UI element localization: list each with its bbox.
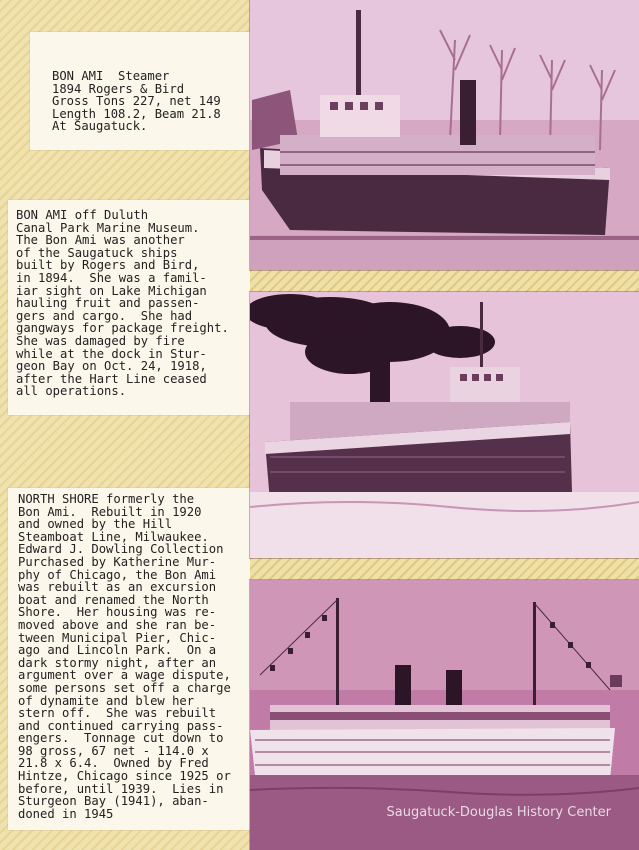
caption-bon-ami-steamer: BON AMI Steamer 1894 Rogers & Bird Gross Tons 227, net 149 Length 108.2, Beam 21.8 At Saugatuck. (52, 69, 221, 134)
caption-north-shore: NORTH SHORE formerly the Bon Ami. Rebuilt in 1920 and owned by the Hill Steamboat Line, Milwaukee. Edward J. Dowling Collection Purchased by Katherine Mur- phy of Chicago, the Bon Ami was rebuilt as an excursion boat and renamed the North Shore. Her housing was re- moved above and she ran be- tween Municipal Pier, Chic- ago and Lincoln Park. On a dark stormy night, after an argument over a wage dispute, some persons set off a charge of dynamite and blew her stern off. She was rebuilt and continued carrying pass- engers. Tonnage cut down to 98 gross, 67 net - 114.0 x 21.8 x 6.4. Owned by Fred Hintze, Chicago since 1925 or before, until 1939. Lies in Sturgeon Bay (1941), aban- doned in 1945 (18, 492, 231, 821)
photo-bon-ami-duluth (250, 292, 639, 558)
photo-bon-ami-saugatuck (250, 0, 639, 270)
divider-strip (250, 270, 639, 292)
divider-strip (250, 558, 639, 580)
watermark: Saugatuck-Douglas History Center (386, 805, 611, 820)
caption-bon-ami-duluth: BON AMI off Duluth Canal Park Marine Museum. The Bon Ami was another of the Saugatuck ships built by Rogers and Bird, in 1894. She was a famil- iar sight on Lake Michigan hauling fruit and passen- gers and cargo. She had gangways for package freight. She was damaged by fire while at the dock in Stur- geon Bay on Oct. 24, 1918, after the Hart Line ceased all operations. (16, 208, 229, 399)
